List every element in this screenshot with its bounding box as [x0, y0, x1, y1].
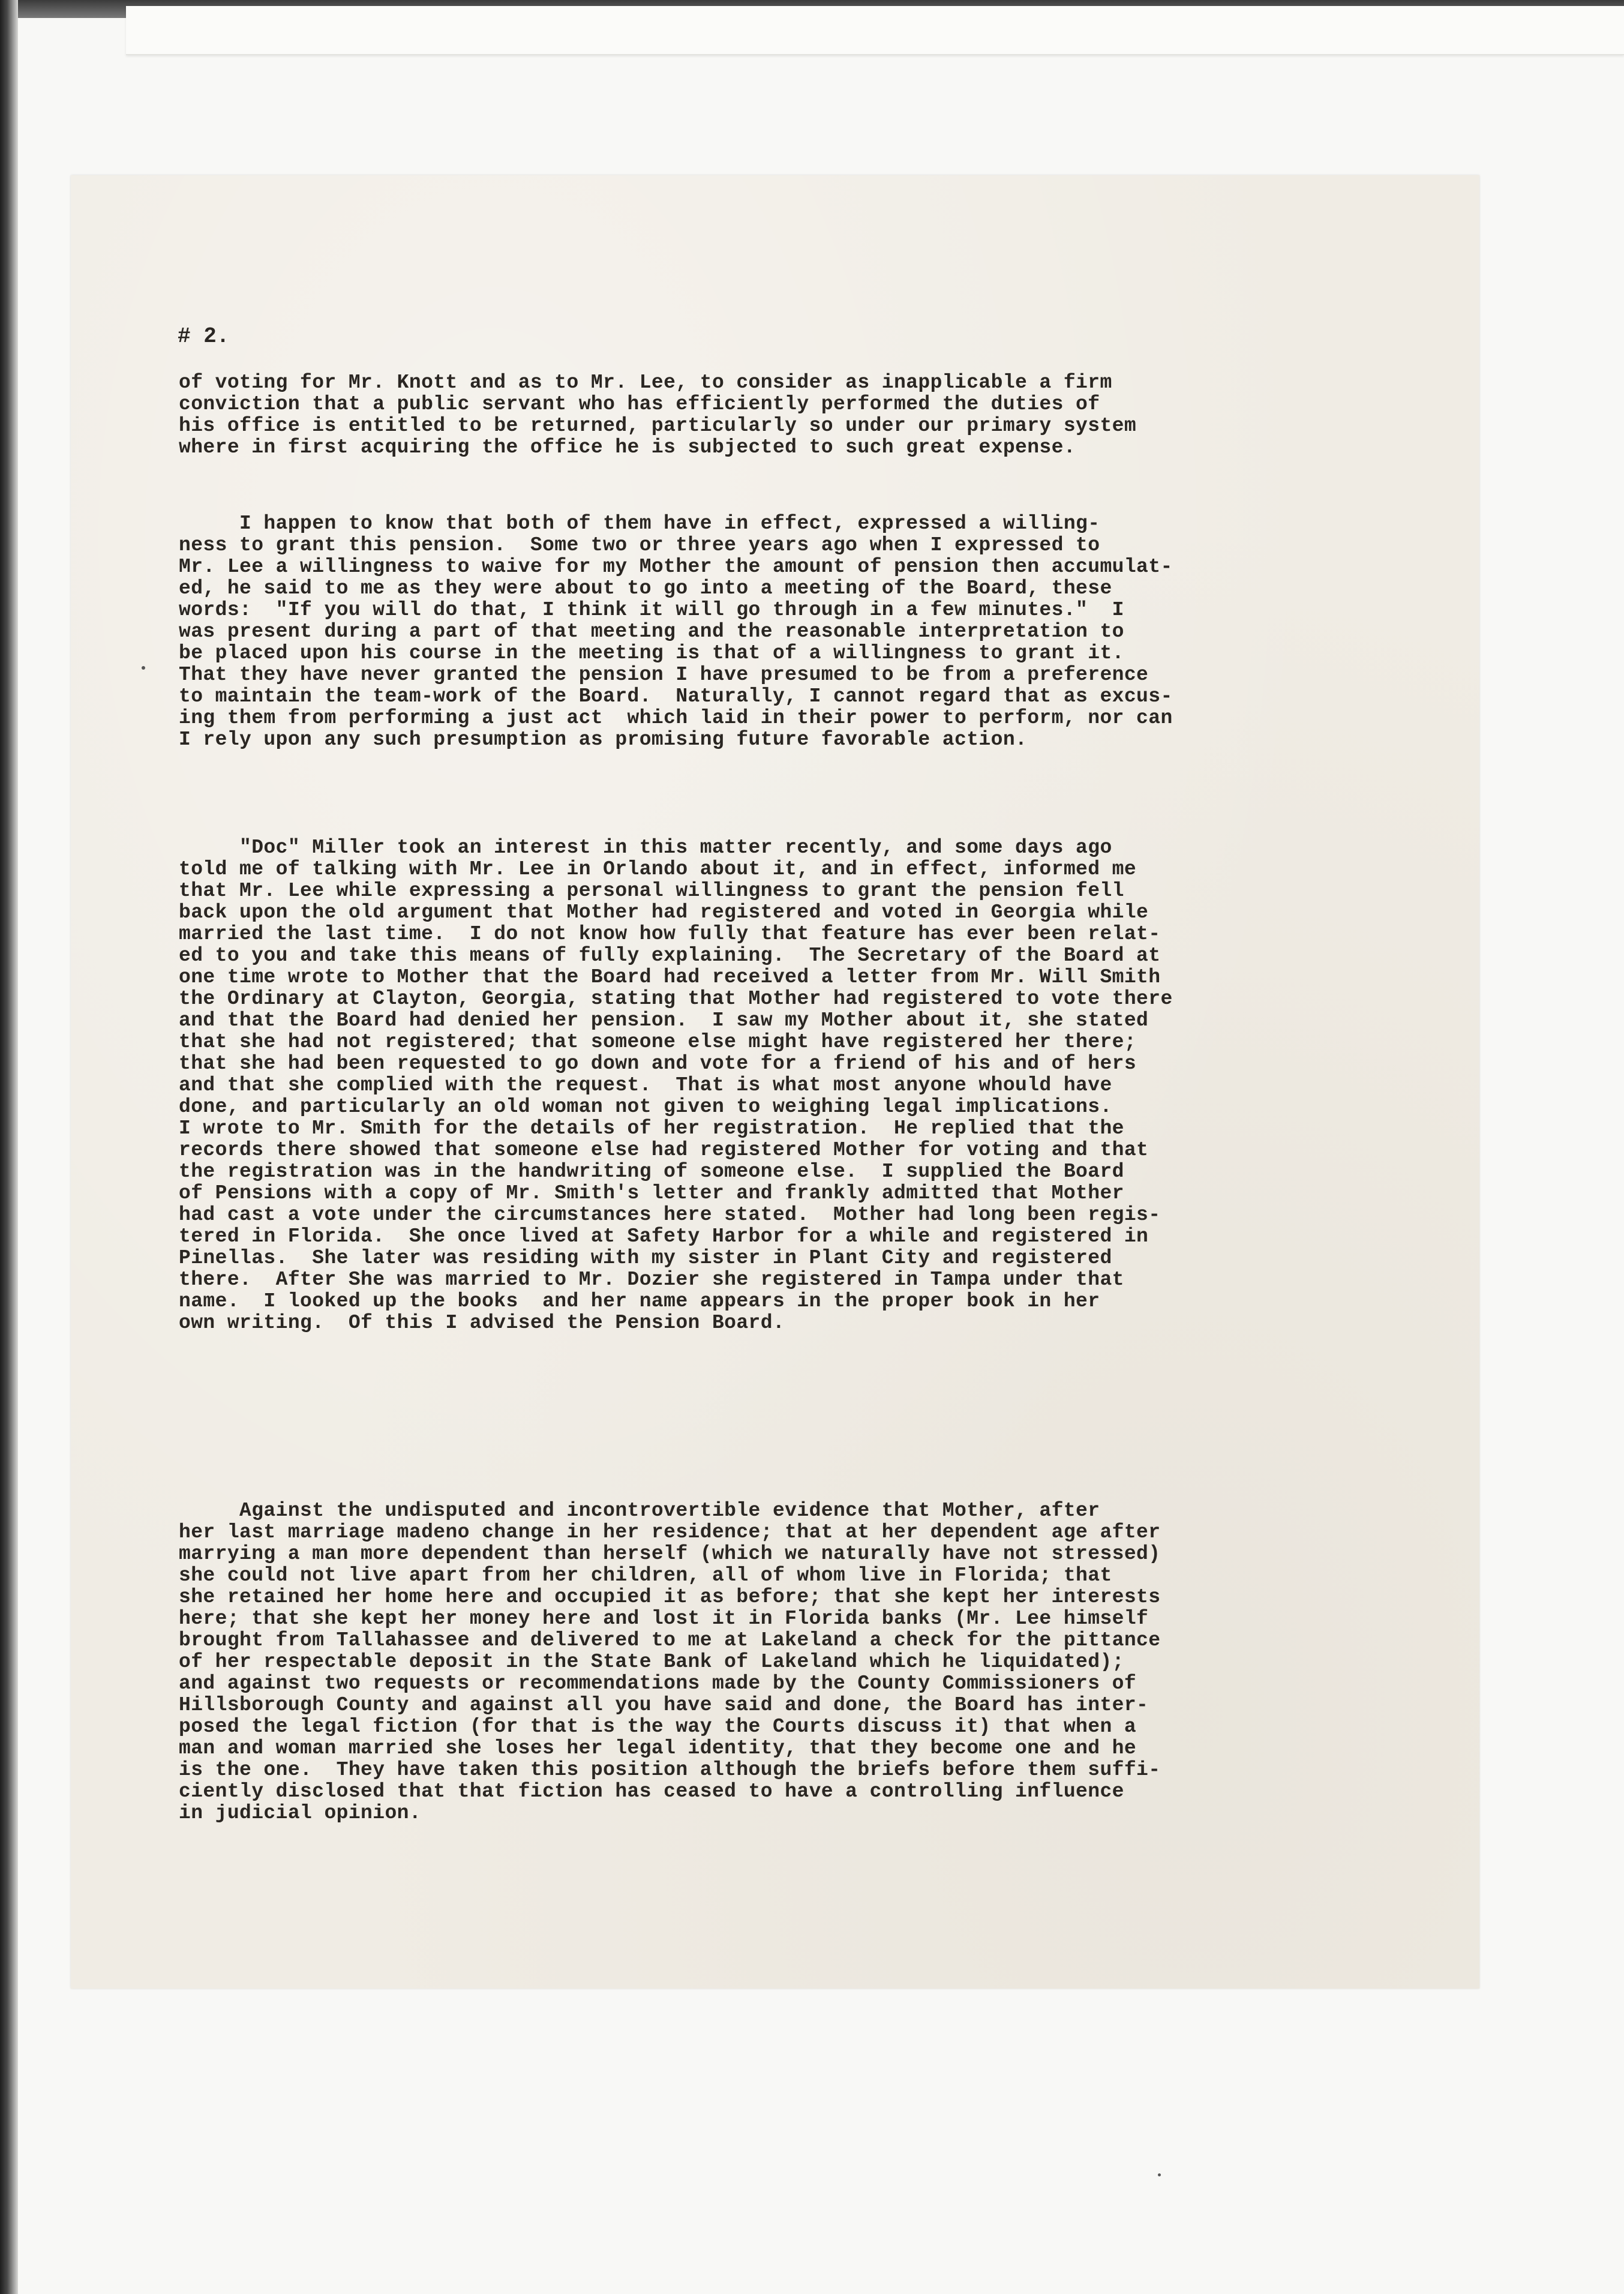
text-line: Hillsborough County and against all you have said and done, the Board has inter-	[179, 1694, 1149, 1716]
text-line: that Mr. Lee while expressing a personal willingness to grant the pension fell	[179, 880, 1124, 902]
text-line: the registration was in the handwriting of someone else. I supplied the Board	[179, 1161, 1124, 1183]
text-line: back upon the old argument that Mother had registered and voted in Georgia while	[179, 901, 1149, 923]
text-line: name. I looked up the books and her name appears in the proper book in her	[179, 1290, 1100, 1312]
text-line: I rely upon any such presumption as promising future favorable action.	[179, 728, 1028, 751]
paragraph-4	[179, 1500, 1160, 1824]
text-line: and that the Board had denied her pension. I saw my Mother about it, she stated	[179, 1009, 1149, 1031]
text-line: conviction that a public servant who has efficiently performed the duties of	[179, 393, 1100, 415]
text-line: married the last time. I do not know how fully that feature has ever been relat-	[179, 923, 1161, 945]
paper-speck	[142, 666, 145, 670]
text-line: done, and particularly an old woman not given to weighing legal implications.	[179, 1096, 1112, 1118]
text-line: words: "If you will do that, I think it will go through in a few minutes." I	[179, 599, 1124, 621]
text-line: ed, he said to me as they were about to go into a meeting of the Board, these	[179, 577, 1112, 599]
paper-speck	[1158, 2173, 1161, 2176]
text-line: she retained her home here and occupied it as before; that she kept her interests	[179, 1586, 1161, 1608]
text-line: that she had not registered; that someone else might have registered her there;	[179, 1031, 1137, 1053]
page-number: # 2.	[178, 324, 230, 349]
text-line: his office is entitled to be returned, particularly so under our primary system	[179, 415, 1137, 437]
text-line: "Doc" Miller took an interest in this matter recently, and some days ago	[179, 836, 1112, 859]
text-line: told me of talking with Mr. Lee in Orlando about it, and in effect, informed me	[179, 858, 1137, 880]
text-line: records there showed that someone else had registered Mother for voting and that	[179, 1139, 1149, 1161]
text-line: of her respectable deposit in the State Bank of Lakeland which he liquidated);	[179, 1651, 1124, 1673]
text-line: here; that she kept her money here and lost it in Florida banks (Mr. Lee himself	[179, 1608, 1149, 1630]
text-line: and against two requests or recommendations made by the County Commissioners of	[179, 1672, 1137, 1695]
text-line: that she had been requested to go down and vote for a friend of his and of hers	[179, 1052, 1137, 1075]
text-line: I wrote to Mr. Smith for the details of her registration. He replied that the	[179, 1117, 1124, 1139]
text-line: her last marriage madeno change in her residence; that at her dependent age after	[179, 1521, 1161, 1543]
text-line: to maintain the team-work of the Board. Naturally, I cannot regard that as excus-	[179, 685, 1173, 707]
text-line: Mr. Lee a willingness to waive for my Mother the amount of pension then accumulat-	[179, 556, 1173, 578]
paragraph-3	[179, 837, 1173, 1334]
text-line: of voting for Mr. Knott and as to Mr. Lee, to consider as inapplicable a firm	[179, 371, 1112, 394]
text-line: marrying a man more dependent than herself (which we naturally have not stressed)	[179, 1543, 1161, 1565]
text-line: and that she complied with the request. That is what most anyone whould have	[179, 1074, 1112, 1096]
text-line: brought from Tallahassee and delivered to me at Lakeland a check for the pittance	[179, 1629, 1161, 1651]
text-line: where in first acquiring the office he is subjected to such great expense.	[179, 436, 1076, 458]
text-line: was present during a part of that meeting and the reasonable interpretation to	[179, 620, 1124, 643]
text-line: one time wrote to Mother that the Board had received a letter from Mr. Will Smith	[179, 966, 1161, 988]
text-line: ing them from performing a just act which laid in their power to perform, nor can	[179, 707, 1173, 729]
text-line: Against the undisputed and incontrovertible evidence that Mother, after	[179, 1500, 1100, 1522]
text-line: she could not live apart from her children, all of whom live in Florida; that	[179, 1564, 1112, 1587]
text-line: is the one. They have taken this position although the briefs before them suffi-	[179, 1759, 1161, 1781]
text-line: posed the legal fiction (for that is the way the Courts discuss it) that when a	[179, 1716, 1137, 1738]
text-line: own writing. Of this I advised the Pension Board.	[179, 1312, 785, 1334]
text-line: the Ordinary at Clayton, Georgia, stating that Mother had registered to vote there	[179, 988, 1173, 1010]
paragraph-1	[179, 372, 1136, 458]
text-line: in judicial opinion.	[179, 1802, 422, 1824]
text-line: ness to grant this pension. Some two or three years ago when I expressed to	[179, 534, 1100, 556]
text-line: Pinellas. She later was residing with my sister in Plant City and registered	[179, 1247, 1112, 1269]
underlying-page-edge	[126, 6, 1624, 55]
text-line: I happen to know that both of them have in effect, expressed a willing-	[179, 512, 1100, 535]
text-line: there. After She was married to Mr. Dozier she registered in Tampa under that	[179, 1269, 1124, 1291]
text-line: ciently disclosed that that fiction has ceased to have a controlling influence	[179, 1780, 1124, 1803]
scanner-left-edge	[0, 0, 18, 2294]
text-line: tered in Florida. She once lived at Safety Harbor for a while and registered in	[179, 1225, 1149, 1248]
text-line: had cast a vote under the circumstances here stated. Mother had long been regis-	[179, 1204, 1161, 1226]
text-line: ed to you and take this means of fully explaining. The Secretary of the Board at	[179, 944, 1161, 967]
text-line: be placed upon his course in the meeting is that of a willingness to grant it.	[179, 642, 1124, 664]
paragraph-2	[179, 513, 1173, 751]
text-line: That they have never granted the pension I have presumed to be from a preference	[179, 664, 1149, 686]
text-line: of Pensions with a copy of Mr. Smith's letter and frankly admitted that Mother	[179, 1182, 1124, 1204]
text-line: man and woman married she loses her legal identity, that they become one and he	[179, 1737, 1137, 1759]
